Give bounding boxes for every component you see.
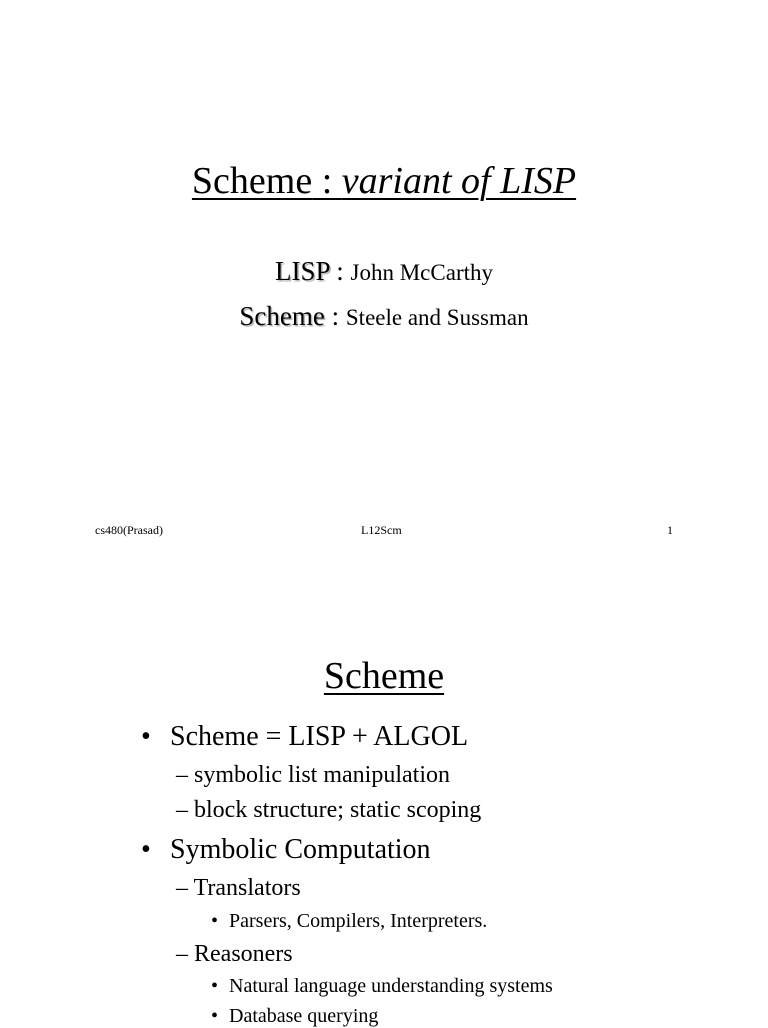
bullet-text: block structure; static scoping: [194, 797, 482, 823]
sub-bullet-item: [176, 796, 481, 824]
slide-1-title-text: [192, 160, 576, 202]
bullet-marker: •: [141, 834, 151, 865]
credit-lisp: [0, 256, 768, 287]
footer-lecture: L12Scm: [361, 523, 402, 537]
slide-2: [0, 560, 768, 1027]
bullet-marker: –: [176, 941, 188, 967]
credit-term: Scheme: [239, 301, 325, 331]
title-italic: variant of LISP: [341, 160, 577, 202]
bullet-marker: –: [176, 875, 188, 901]
bullet-marker: –: [176, 762, 188, 788]
bullet-text: Scheme = LISP + ALGOL: [170, 721, 469, 752]
credit-separator: :: [324, 301, 346, 331]
bullet-text: Translators: [193, 875, 301, 901]
footer-course: cs480(Prasad): [95, 523, 163, 537]
title-main: Scheme: [191, 160, 313, 202]
bullet-text: Parsers, Compilers, Interpreters.: [229, 910, 488, 932]
bullet-marker: •: [211, 1005, 219, 1027]
slide-2-title: Scheme: [323, 655, 445, 697]
sub-bullet-item: [176, 940, 293, 968]
bullet-text: Reasoners: [194, 941, 293, 967]
credit-term: LISP: [275, 256, 330, 286]
bullet-marker: –: [176, 797, 188, 823]
credit-separator: :: [329, 256, 351, 286]
credit-author: Steele and Sussman: [345, 305, 529, 330]
credit-author: John McCarthy: [350, 260, 493, 285]
bullet-marker: •: [211, 975, 219, 997]
footer-page-number: 1: [667, 523, 673, 537]
bullet-text: Symbolic Computation: [170, 834, 431, 865]
bullet-text: symbolic list manipulation: [194, 762, 450, 788]
bullet-text: Database querying: [229, 1005, 379, 1027]
sub-bullet-item: [176, 761, 450, 789]
bullet-marker: •: [211, 910, 219, 932]
credit-scheme: [0, 301, 768, 332]
bullet-marker: •: [141, 721, 151, 752]
title-separator: :: [312, 160, 342, 202]
slide-1-title: [0, 159, 768, 203]
bullet-text: Natural language understanding systems: [229, 975, 553, 997]
sub-bullet-item: [176, 874, 301, 902]
